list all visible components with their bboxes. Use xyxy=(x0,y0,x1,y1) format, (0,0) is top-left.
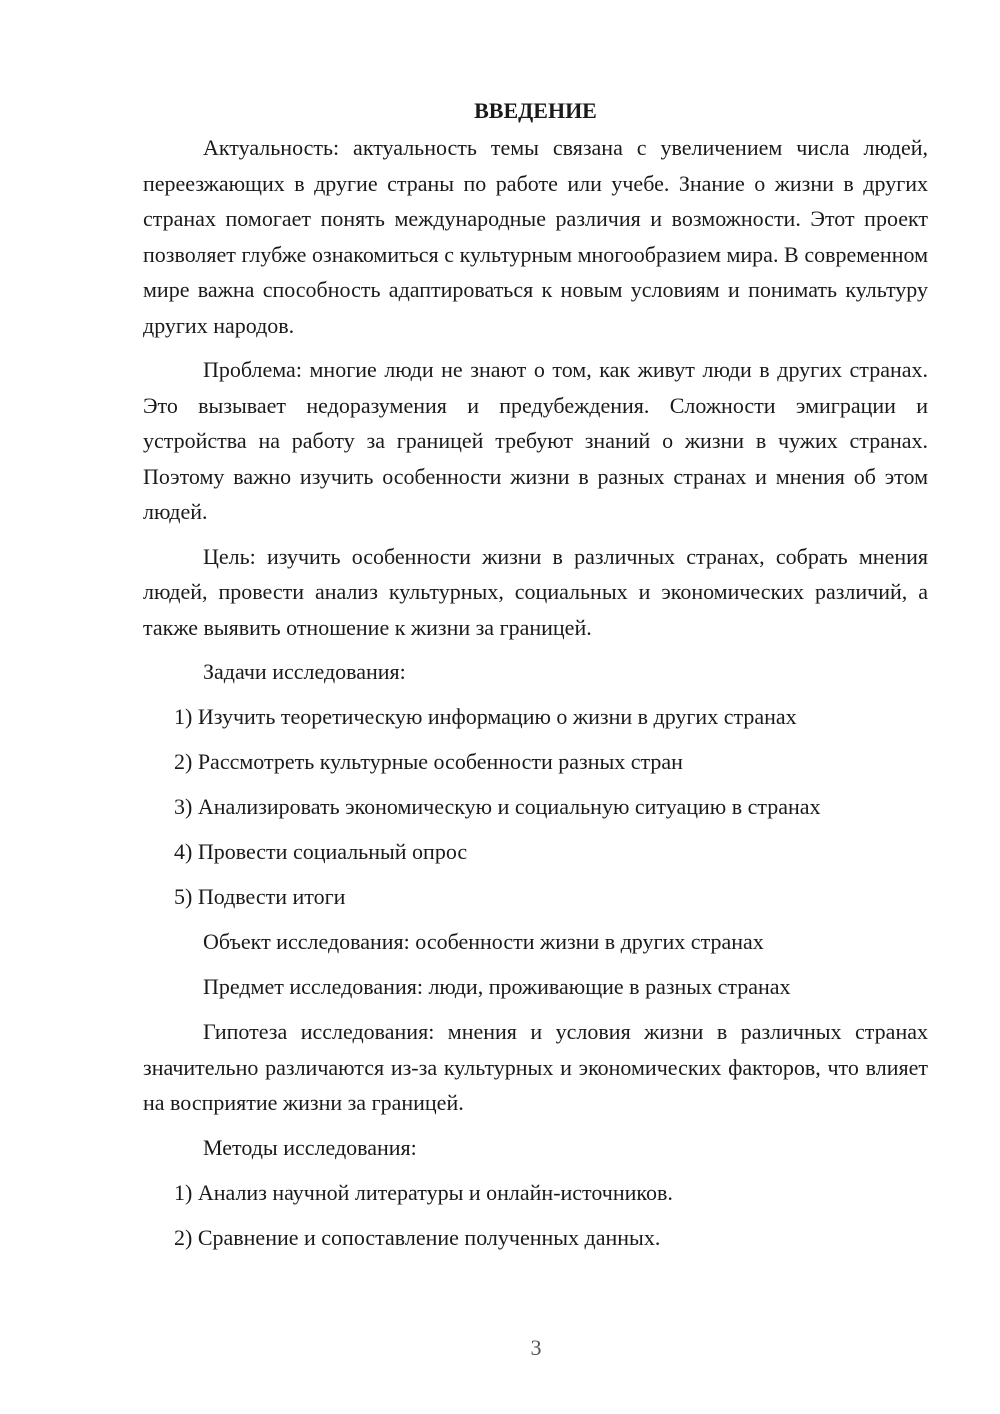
section-heading: ВВЕДЕНИЕ xyxy=(474,98,597,123)
task-item: 1) Изучить теоретическую информацию о жизни в других странах xyxy=(174,704,797,729)
methods-label: Методы исследования: xyxy=(203,1134,417,1160)
page-number: 3 xyxy=(530,1335,542,1360)
tasks-label: Задачи исследования: xyxy=(203,659,406,684)
task-item: 5) Подвести итоги xyxy=(174,884,346,909)
task-item: 4) Провести социальный опрос xyxy=(174,839,468,864)
hypothesis-paragraph: Гипотеза исследования: мнения и условия жизни в различных странах значительно различаются из-за культурных и экономических факторов, что влияет на восприятие жизни за границей. xyxy=(143,1019,928,1115)
research-subject: Предмет исследования: люди, проживающие в разных странах xyxy=(203,974,791,999)
task-item: 3) Анализировать экономическую и социальную ситуацию в странах xyxy=(174,794,821,819)
research-object: Объект исследования: особенности жизни в других странах xyxy=(203,929,764,954)
goal-paragraph: Цель: изучить особенности жизни в различных странах, собрать мнения людей, провести анализ культурных, социальных и экономических различий, а также выявить отношение к жизни за границей. xyxy=(143,543,928,640)
method-item: 2) Сравнение и сопоставление полученных данных. xyxy=(174,1224,661,1250)
relevance-paragraph: Актуальность: актуальность темы связана с увеличением числа людей, переезжающих в другие страны по работе или учебе. Знание о жизни в других странах помогает понять международные различия и возможности. Этот проект позволяет глубже ознакомиться с культурным многообразием мира. В современном мире важна способность адаптироваться к новым условиям и понимать культуру других народов. xyxy=(143,135,928,338)
method-item: 1) Анализ научной литературы и онлайн-источников. xyxy=(174,1179,673,1205)
problem-paragraph: Проблема: многие люди не знают о том, как живут люди в других странах. Это вызывает недоразумения и предубеждения. Сложности эмиграции и устройства на работу за границей требуют знаний о жизни в чужих странах. Поэтому важно изучить особенности жизни в разных странах и мнения об этом людей. xyxy=(143,357,928,524)
task-item: 2) Рассмотреть культурные особенности разных стран xyxy=(174,749,683,774)
document-page xyxy=(143,96,928,1265)
